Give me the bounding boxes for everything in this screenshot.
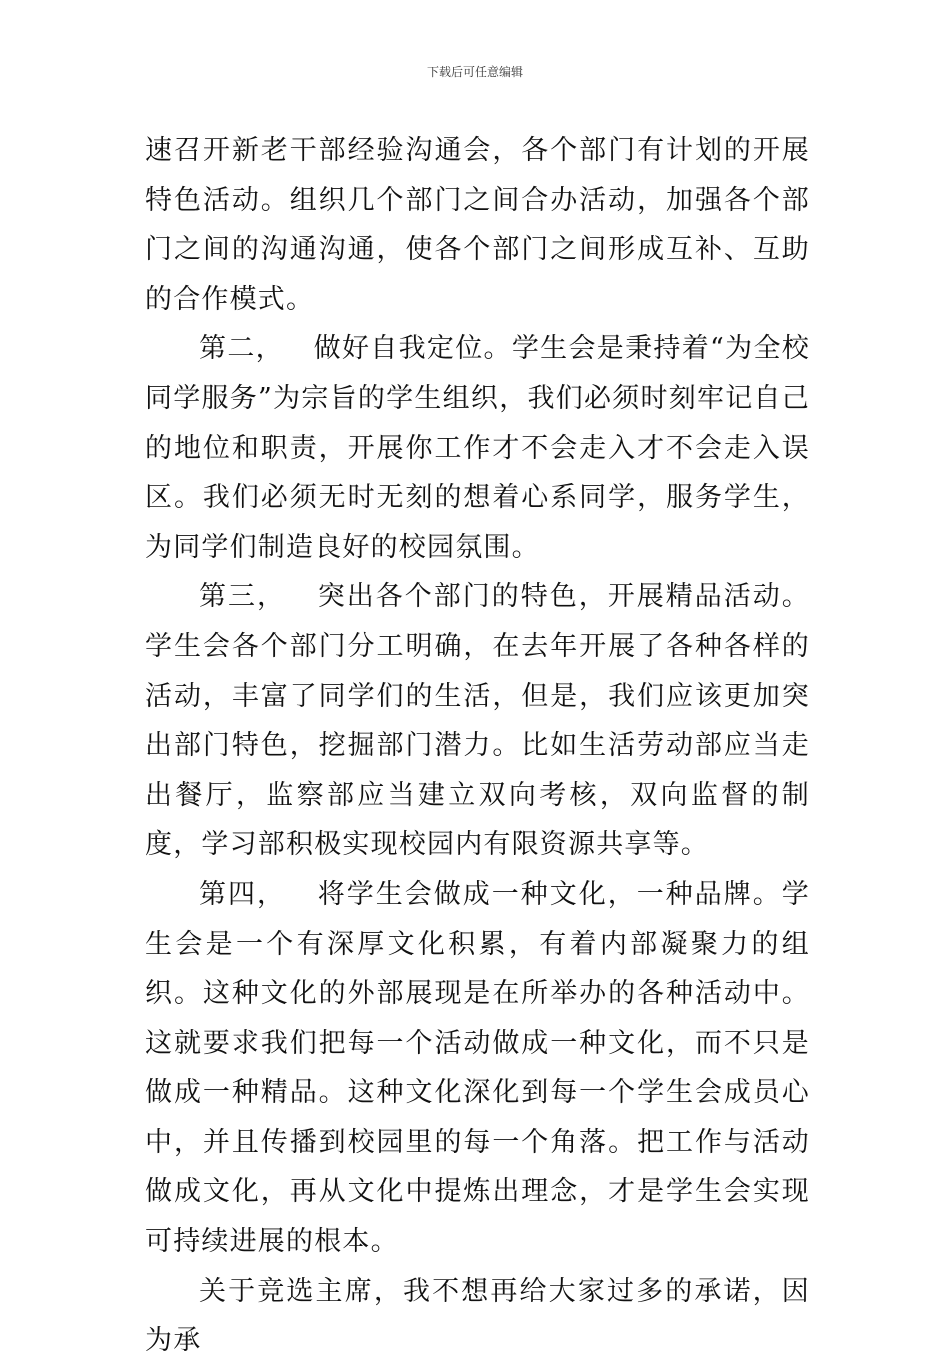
paragraph-continuation [145, 126, 810, 324]
paragraph-third [145, 572, 810, 870]
page-header: 下载后可任意编辑 [426, 65, 523, 79]
paragraph-closing [145, 1267, 810, 1366]
paragraph-lead: 第二， [199, 333, 284, 365]
paragraph-text: 将学生会做成一种文化，一种品牌。学生会是一个有深厚文化积累，有着内部凝聚力的组织。这种文化的外部展现是在所举办的各种活动中。这就要求我们把每一个活动做成一种文化，而不只是做成一种精品。这种文化深化到每一个学生会成员心中，并且传播到校园里的每一个角落。把工作与活动做成文化，再从文化中提炼出理念，才是学生会实现可持续进展的根本。 [145, 878, 810, 1258]
paragraph-text: 速召开新老干部经验沟通会，各个部门有计划的开展特色活动。组织几个部门之间合办活动，加强各个部门之间的沟通沟通，使各个部门之间形成互补、互助的合作模式。 [145, 135, 810, 315]
paragraph-fourth [145, 870, 810, 1267]
paragraph-text: 突出各个部门的特色，开展精品活动。学生会各个部门分工明确，在去年开展了各种各样的活动，丰富了同学们的生活，但是，我们应该更加突出部门特色，挖掘部门潜力。比如生活劳动部应当走出餐厅，监察部应当建立双向考核，双向监督的制度，学习部积极实现校园内有限资源共享等。 [145, 581, 810, 861]
document-body [145, 126, 810, 1366]
paragraph-lead: 第四， [199, 878, 287, 910]
paragraph-second [145, 324, 810, 572]
paragraph-text: 关于竞选主席，我不想再给大家过多的承诺，因为承 [145, 1275, 810, 1357]
paragraph-text: 做好自我定位。学生会是秉持着“为全校同学服务”为宗旨的学生组织，我们必须时刻牢记自己的地位和职责，开展你工作才不会走入才不会走入误区。我们必须无时无刻的想着心系同学，服务学生，为同学们制造良好的校园氛围。 [145, 333, 810, 563]
paragraph-lead: 第三， [199, 581, 287, 613]
